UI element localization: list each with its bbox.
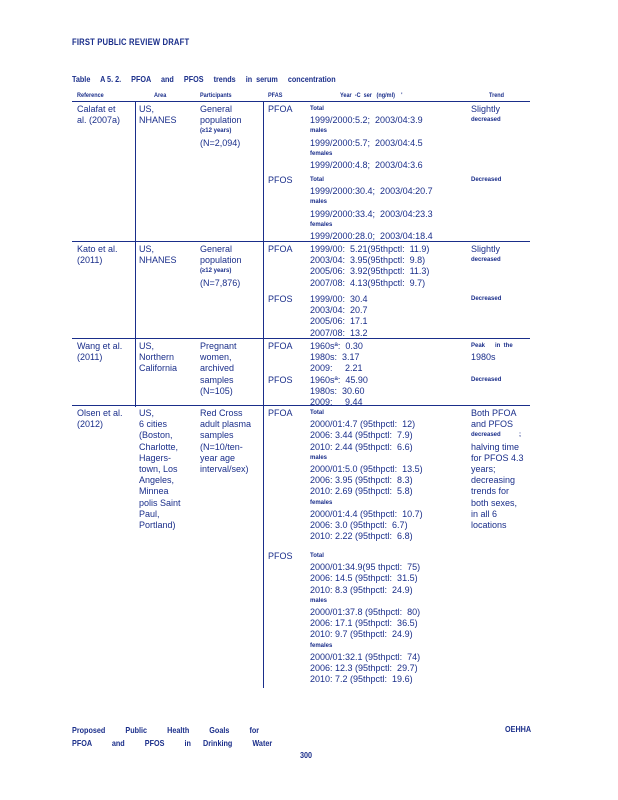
area-cell <box>139 104 177 126</box>
participants-cell-line: (≥12 years) <box>200 268 232 275</box>
trend-cell-line: decreased <box>471 117 501 124</box>
pfas-cell: PFOA <box>268 408 293 418</box>
column-header-area: Area <box>154 92 167 99</box>
values-cell-line: 2006: 3.44 (95thpctl: 7.9) <box>310 430 413 441</box>
page-number: 300 <box>300 750 313 760</box>
trend-cell-line: halving time <box>471 441 520 452</box>
area-cell-line: US, <box>139 408 155 418</box>
area-cell <box>139 244 177 266</box>
trend-cell-line: for PFOS 4.3 <box>471 452 524 463</box>
participants-cell-line: archived <box>200 363 235 374</box>
participants-cell-line: adult plasma <box>200 419 252 430</box>
participants-cell-line: (≥12 years) <box>200 128 232 135</box>
values-cell-line: females <box>310 499 333 506</box>
values-cell-line: 1999/2000:33.4; 2003/04:23.3 <box>310 208 433 219</box>
values-cell-line: males <box>310 128 328 135</box>
area-cell <box>139 408 181 531</box>
participants-cell-line: women, <box>200 352 232 363</box>
values-cell-line: 2000/01:5.0 (95thpctl: 13.5) <box>310 463 423 474</box>
values-cell-line: 1999/00: 5.21(95thpctl: 11.9) <box>310 244 430 254</box>
values-cell-line: 1999/00: 30.4 <box>310 294 368 304</box>
values-cell-line: 2006: 14.5 (95thpctl: 31.5) <box>310 573 418 584</box>
reference-cell-line: (2012) <box>77 419 104 430</box>
participants-cell-line: (N=7,876) <box>200 277 241 288</box>
footer-line-2: PFOA and PFOS in Drinking Water <box>72 738 273 748</box>
values-cell-line: 2006: 17.1 (95thpctl: 36.5) <box>310 618 418 629</box>
participants-cell-line: (N=10/ten- <box>200 441 243 452</box>
values-cell-line: 2006: 12.3 (95thpctl: 29.7) <box>310 662 418 673</box>
trend-cell-line: Decreased <box>471 296 502 302</box>
trend-cell-line: trends for <box>471 486 510 497</box>
values-cell-line: 1960sª: 45.90 <box>310 375 368 385</box>
values-cell-line: 2010: 2.69 (95thpctl: 5.8) <box>310 486 413 497</box>
column-divider <box>263 101 264 688</box>
trend-cell-line: both sexes, <box>471 497 518 508</box>
reference-cell-line: Kato et al. <box>77 244 118 254</box>
trend-cell-line: decreased ; <box>471 432 522 439</box>
pfas-cell: PFOS <box>268 175 293 185</box>
trend-cell-line: 1980s <box>471 352 496 363</box>
area-cell-line: Portland) <box>139 519 176 530</box>
pfas-cell: PFOA <box>268 341 293 351</box>
column-header-values: Year -C ser (ng/ml) ' <box>340 92 403 99</box>
trend-cell-line: in all 6 <box>471 508 498 519</box>
area-cell-line: (Boston, <box>139 430 173 441</box>
values-cell <box>310 244 429 289</box>
trend-cell-line: Slightly <box>471 244 501 254</box>
pfas-cell: PFOA <box>268 244 293 254</box>
values-cell-line: males <box>310 199 328 206</box>
participants-cell-line: population <box>200 115 242 126</box>
area-cell-line: Minnea <box>139 486 169 497</box>
footer-line-1: Proposed Public Health Goals for <box>72 725 260 735</box>
participants-cell-line: year age <box>200 452 236 463</box>
values-cell <box>310 408 423 542</box>
values-cell-line: 1960sª: 0.30 <box>310 341 363 351</box>
values-cell <box>310 551 420 685</box>
column-header-trend: Trend <box>489 92 505 99</box>
participants-cell-line: population <box>200 255 242 266</box>
participants-cell-line: (N=105) <box>200 385 233 396</box>
area-cell-line: US, <box>139 104 155 114</box>
values-cell-line: 2010: 2.44 (95thpctl: 6.6) <box>310 441 413 452</box>
trend-cell <box>471 104 501 126</box>
values-cell-line: 2010: 7.2 (95thpctl: 19.6) <box>310 674 413 685</box>
pfas-cell: PFOS <box>268 294 293 304</box>
column-header-participants: Participants <box>200 92 232 99</box>
area-cell-line: Hagers- <box>139 452 172 463</box>
trend-cell-line: and PFOS <box>471 419 514 430</box>
reference-cell-line: (2011) <box>77 255 103 266</box>
reference-cell-line: Wang et al. <box>77 341 123 351</box>
area-cell-line: Angeles, <box>139 475 175 486</box>
trend-cell-line: Slightly <box>471 104 501 114</box>
reference-cell-line: (2011) <box>77 352 103 363</box>
values-cell-line: 2010: 9.7 (95thpctl: 24.9) <box>310 629 413 640</box>
trend-cell-line: Decreased <box>471 377 502 383</box>
reference-cell-line: Calafat et <box>77 104 116 114</box>
values-cell-line: 2000/01:37.8 (95thpctl: 80) <box>310 606 421 617</box>
trend-cell-line: locations <box>471 519 507 530</box>
reference-cell-line: al. (2007a) <box>77 115 121 126</box>
values-cell-line: 2005/06: 3.92(95thpctl: 11.3) <box>310 266 430 277</box>
trend-cell-line: years; <box>471 463 496 474</box>
values-cell <box>310 294 368 339</box>
values-cell-line: 1999/2000:28.0; 2003/04:18.4 <box>310 230 433 241</box>
header-rule <box>72 101 530 102</box>
trend-cell-line: Peak in the <box>471 343 513 349</box>
footer-org: OEHHA <box>505 724 532 734</box>
values-cell-line: 2009: 2.21 <box>310 363 363 374</box>
column-divider <box>135 101 136 407</box>
participants-cell <box>200 104 242 149</box>
footer-title <box>72 724 272 750</box>
reference-cell-line: Olsen et al. <box>77 408 123 418</box>
values-cell <box>310 175 433 242</box>
participants-cell-line: Red Cross <box>200 408 243 418</box>
area-cell-line: California <box>139 363 178 374</box>
area-cell-line: NHANES <box>139 255 177 266</box>
reference-cell <box>77 244 118 266</box>
values-cell-line: 2007/08: 13.2 <box>310 327 368 338</box>
participants-cell-line: samples <box>200 430 234 441</box>
trend-cell-line: decreasing <box>471 475 516 486</box>
participants-cell-line: General <box>200 104 233 114</box>
column-header-pfas: PFAS <box>268 92 283 99</box>
participants-cell-line: interval/sex) <box>200 463 249 474</box>
values-cell-line: Total <box>310 177 324 183</box>
values-cell-line: 2007/08: 4.13(95thpctl: 9.7) <box>310 277 426 288</box>
values-cell-line: 1980s: 30.60 <box>310 386 365 397</box>
values-cell <box>310 375 368 409</box>
values-cell-line: 1980s: 3.17 <box>310 352 360 363</box>
values-cell-line: 2003/04: 3.95(95thpctl: 9.8) <box>310 255 426 266</box>
pfas-cell: PFOA <box>268 104 293 114</box>
participants-cell-line: (N=2,094) <box>200 137 241 148</box>
values-cell-line: 1999/2000:5.7; 2003/04:4.5 <box>310 137 423 148</box>
values-cell-line: 2003/04: 20.7 <box>310 305 368 316</box>
trend-cell <box>471 408 524 531</box>
values-cell-line: 2000/01:34.9(95 thpctl: 75) <box>310 562 421 573</box>
values-cell-line: 2005/06: 17.1 <box>310 316 368 327</box>
trend-cell <box>471 375 501 386</box>
values-cell-line: Total <box>310 106 324 112</box>
participants-cell-line: General <box>200 244 233 254</box>
area-cell-line: polis Saint <box>139 497 181 508</box>
values-cell-line: 2010: 2.22 (95thpctl: 6.8) <box>310 531 413 542</box>
values-cell-line: females <box>310 150 333 157</box>
values-cell <box>310 104 423 171</box>
area-cell-line: US, <box>139 244 155 254</box>
area-cell-line: Charlotte, <box>139 441 179 452</box>
values-cell-line: 1999/2000:4.8; 2003/04:3.6 <box>310 159 423 170</box>
trend-cell <box>471 244 501 266</box>
values-cell-line: males <box>310 597 328 604</box>
values-cell-line: Total <box>310 553 324 559</box>
row-divider <box>72 241 530 242</box>
area-cell-line: 6 cities <box>139 419 168 430</box>
values-cell-line: 2006: 3.0 (95thpctl: 6.7) <box>310 519 408 530</box>
pfas-cell: PFOS <box>268 375 293 385</box>
values-cell-line: females <box>310 221 333 228</box>
participants-cell-line: Pregnant <box>200 341 237 351</box>
draft-header: FIRST PUBLIC REVIEW DRAFT <box>72 37 190 47</box>
values-cell <box>310 341 363 375</box>
participants-cell <box>200 341 237 397</box>
values-cell-line: 1999/2000:5.2; 2003/04:3.9 <box>310 115 423 126</box>
values-cell-line: males <box>310 454 328 461</box>
values-cell-line: 2000/01:4.7 (95thpctl: 12) <box>310 419 416 430</box>
values-cell-line: females <box>310 642 333 649</box>
values-cell-line: 1999/2000:30.4; 2003/04:20.7 <box>310 186 433 197</box>
participants-cell <box>200 244 242 289</box>
reference-cell <box>77 408 123 430</box>
participants-cell-line: samples <box>200 374 234 385</box>
trend-cell <box>471 341 513 363</box>
row-divider <box>72 405 530 406</box>
values-cell-line: Total <box>310 410 324 416</box>
values-cell-line: 2009: 9.44 <box>310 397 363 408</box>
area-cell <box>139 341 177 375</box>
reference-cell <box>77 341 122 363</box>
values-cell-line: 2000/01:4.4 (95thpctl: 10.7) <box>310 508 423 519</box>
values-cell-line: 2010: 8.3 (95thpctl: 24.9) <box>310 584 413 595</box>
values-cell-line: 2006: 3.95 (95thpctl: 8.3) <box>310 475 413 486</box>
trend-cell-line: Decreased <box>471 177 502 183</box>
table-caption: Table A 5. 2. PFOA and PFOS trends in serum concentration <box>72 74 336 84</box>
reference-cell <box>77 104 120 126</box>
trend-cell <box>471 175 501 186</box>
area-cell-line: NHANES <box>139 115 177 126</box>
row-divider <box>72 338 530 339</box>
pfas-cell: PFOS <box>268 551 293 561</box>
area-cell-line: US, <box>139 341 155 351</box>
participants-cell <box>200 408 251 475</box>
values-cell-line: 2000/01:32.1 (95thpctl: 74) <box>310 651 421 662</box>
trend-cell-line: Both PFOA <box>471 408 517 418</box>
area-cell-line: Northern <box>139 352 175 363</box>
column-header-reference: Reference <box>77 92 104 99</box>
area-cell-line: Paul, <box>139 508 160 519</box>
area-cell-line: town, Los <box>139 463 178 474</box>
trend-cell <box>471 294 501 305</box>
trend-cell-line: decreased <box>471 257 501 264</box>
